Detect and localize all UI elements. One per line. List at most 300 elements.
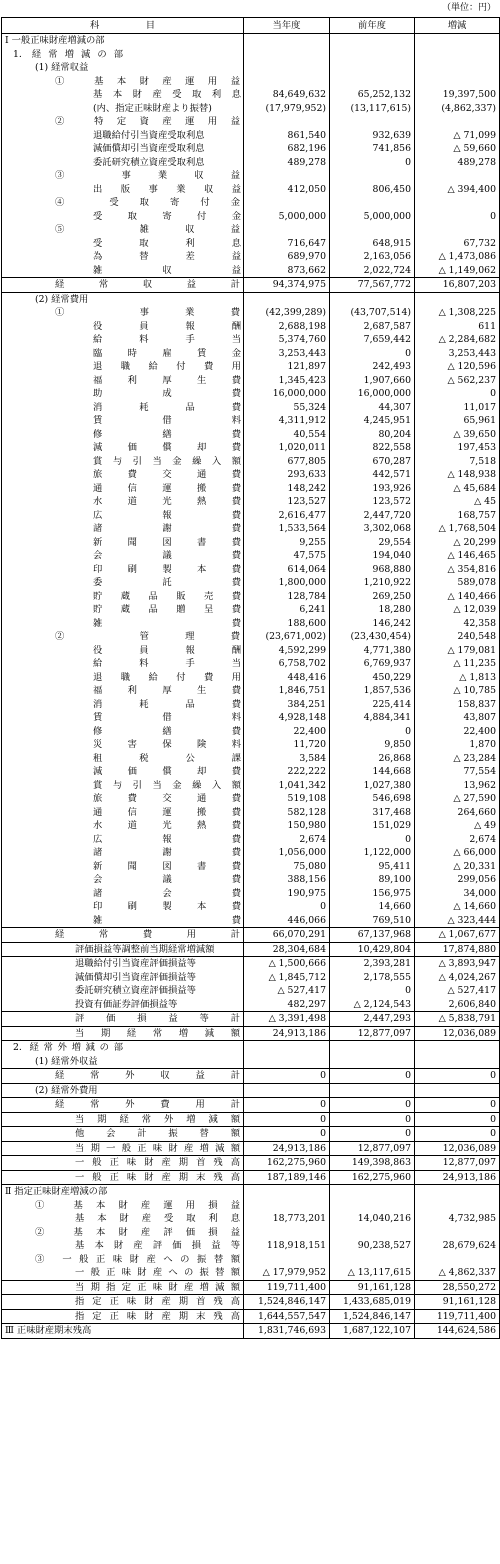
change-value: △ 20,299 [415, 536, 500, 550]
row-label: 退職給付費用 [93, 361, 241, 372]
table-row [2, 1026, 500, 1041]
table-row [2, 306, 500, 320]
row-label-cell [2, 278, 244, 293]
previous-year-value [330, 61, 415, 75]
current-year-value: 9,255 [244, 536, 330, 550]
change-value [415, 169, 500, 183]
row-label: 新聞図書費 [93, 536, 241, 548]
row-label-cell [2, 1083, 244, 1098]
row-label-cell [2, 414, 244, 428]
table-row [2, 1112, 500, 1127]
row-label: 一般正味財産期末残高 [75, 1171, 240, 1183]
row-label-cell [2, 1012, 244, 1027]
current-year-value [244, 1185, 330, 1199]
table-row [2, 1156, 500, 1171]
previous-year-value: 0 [330, 984, 415, 998]
row-label-cell [2, 360, 244, 374]
previous-year-value [330, 169, 415, 183]
row-label: 受取寄付金 [93, 210, 241, 222]
row-label: 為替差益 [93, 251, 241, 262]
previous-year-value: △ 2,124,543 [330, 998, 415, 1012]
previous-year-value: 0 [330, 833, 415, 847]
row-label-cell [2, 549, 244, 563]
table-row [2, 196, 500, 210]
row-label: 減価償却引当資産評価損益等 [75, 971, 196, 983]
table-row [2, 998, 500, 1012]
current-year-value: 190,975 [244, 887, 330, 901]
previous-year-value: 269,250 [330, 590, 415, 604]
row-label: 指定正味財産期末残高 [75, 1310, 240, 1322]
row-label-cell [2, 509, 244, 523]
current-year-value [244, 61, 330, 75]
current-year-value [244, 1041, 330, 1055]
previous-year-value: △ 13,117,615 [330, 1266, 415, 1280]
row-label-cell [2, 223, 244, 237]
table-row [2, 738, 500, 752]
row-label-cell [2, 603, 244, 617]
table-row [2, 576, 500, 590]
change-value [415, 1055, 500, 1069]
current-year-value: 873,662 [244, 264, 330, 278]
change-value: 299,056 [415, 873, 500, 887]
current-year-value: 0 [244, 1127, 330, 1142]
previous-year-value: 1,687,122,107 [330, 1324, 415, 1339]
previous-year-value: 1,122,000 [330, 846, 415, 860]
change-value: △ 4,862,337 [415, 1266, 500, 1280]
row-label-cell [2, 48, 244, 62]
table-row [2, 984, 500, 998]
previous-year-value [330, 1055, 415, 1069]
previous-year-value: 156,975 [330, 887, 415, 901]
table-row [2, 698, 500, 712]
row-label: 当期指定正味財産増減額 [75, 1281, 240, 1293]
current-year-value: 677,805 [244, 455, 330, 469]
table-row [2, 509, 500, 523]
table-row [2, 88, 500, 102]
change-value: △ 66,000 [415, 846, 500, 860]
current-year-value: 482,297 [244, 998, 330, 1012]
previous-year-value: 1,433,685,019 [330, 1295, 415, 1310]
change-value [415, 1199, 500, 1213]
change-value [415, 196, 500, 210]
table-row [2, 536, 500, 550]
row-label: Ⅲ 正味財産期末残高 [5, 1325, 92, 1336]
previous-year-value: 67,137,968 [330, 928, 415, 943]
row-label: 水道光熱費 [93, 496, 241, 507]
table-row [2, 684, 500, 698]
previous-year-value: 741,856 [330, 142, 415, 156]
row-label: 委託研究積立資産評価損益等 [75, 985, 196, 996]
table-row [2, 860, 500, 874]
change-value: △ 120,596 [415, 360, 500, 374]
previous-year-value: 2,178,555 [330, 971, 415, 985]
current-year-value: 47,575 [244, 549, 330, 563]
change-value: △ 148,938 [415, 468, 500, 482]
row-label: ② 特定資産運用益 [55, 116, 240, 127]
change-value: 28,550,272 [415, 1280, 500, 1295]
table-row [2, 671, 500, 685]
table-row [2, 374, 500, 388]
table-row [2, 1185, 500, 1199]
previous-year-value: 89,100 [330, 873, 415, 887]
row-label-cell [2, 115, 244, 129]
current-year-value: 6,758,702 [244, 657, 330, 671]
change-value: 16,807,203 [415, 278, 500, 293]
row-label-cell [2, 169, 244, 183]
table-row [2, 156, 500, 170]
row-label: ⑤ 雑収益 [55, 224, 240, 235]
row-label: 雑費 [93, 914, 241, 926]
row-label-cell [2, 482, 244, 496]
change-value: △ 562,237 [415, 374, 500, 388]
change-value: △ 1,813 [415, 671, 500, 685]
header-current-year: 当年度 [244, 18, 330, 34]
current-year-value: 1,345,423 [244, 374, 330, 388]
current-year-value: 1,524,846,147 [244, 1295, 330, 1310]
row-label-cell [2, 387, 244, 401]
table-row [2, 250, 500, 264]
previous-year-value: 806,450 [330, 183, 415, 197]
table-row [2, 563, 500, 577]
row-label: 会議費 [93, 874, 241, 885]
row-label: ① 基本財産運用益 [55, 75, 240, 87]
row-label-cell [2, 129, 244, 143]
row-label: 消耗品費 [93, 698, 241, 710]
table-row [2, 468, 500, 482]
row-label-cell [2, 860, 244, 874]
table-row [2, 971, 500, 985]
previous-year-value: 2,163,056 [330, 250, 415, 264]
row-label: 評価損益等計 [75, 1013, 240, 1024]
previous-year-value: 0 [330, 1112, 415, 1127]
previous-year-value: 151,029 [330, 819, 415, 833]
change-value: 24,913,186 [415, 1170, 500, 1185]
current-year-value: 40,554 [244, 428, 330, 442]
previous-year-value: 10,429,804 [330, 942, 415, 957]
row-label: 賞与引当金繰入額 [93, 455, 241, 467]
current-year-value: △ 527,417 [244, 984, 330, 998]
row-label: 経常外収益計 [55, 1070, 240, 1081]
current-year-value: 28,304,684 [244, 942, 330, 957]
row-label: 経常収益計 [55, 279, 240, 290]
row-label: 役員報酬 [93, 320, 241, 332]
previous-year-value: 2,022,724 [330, 264, 415, 278]
row-label: 旅費交通費 [93, 469, 241, 480]
current-year-value: 188,600 [244, 617, 330, 631]
row-label-cell [2, 698, 244, 712]
change-value: △ 4,024,267 [415, 971, 500, 985]
row-label-cell [2, 684, 244, 698]
previous-year-value: 6,769,937 [330, 657, 415, 671]
change-value: 11,017 [415, 401, 500, 415]
current-year-value: 1,533,564 [244, 522, 330, 536]
row-label-cell [2, 998, 244, 1012]
previous-year-value [330, 1226, 415, 1240]
previous-year-value [330, 1083, 415, 1098]
previous-year-value: 44,307 [330, 401, 415, 415]
row-label-cell [2, 401, 244, 415]
row-label: ④ 受取寄付金 [55, 197, 240, 208]
row-label-cell [2, 806, 244, 820]
change-value: 34,000 [415, 887, 500, 901]
previous-year-value: 162,275,960 [330, 1170, 415, 1185]
row-label: 指定正味財産期首残高 [75, 1296, 240, 1307]
row-label: 租税公課 [93, 752, 241, 764]
table-row [2, 1012, 500, 1027]
current-year-value [244, 1055, 330, 1069]
row-label: 臨時雇賃金 [93, 347, 241, 359]
current-year-value [244, 115, 330, 129]
change-value: △ 323,444 [415, 914, 500, 928]
current-year-value: 293,633 [244, 468, 330, 482]
current-year-value: 0 [244, 1069, 330, 1084]
change-value: △ 39,650 [415, 428, 500, 442]
table-row [2, 846, 500, 860]
row-label-cell [2, 374, 244, 388]
previous-year-value: 670,287 [330, 455, 415, 469]
row-label-cell [2, 630, 244, 644]
row-label: 減価償却引当資産受取利息 [93, 143, 205, 154]
current-year-value: 861,540 [244, 129, 330, 143]
table-row [2, 333, 500, 347]
change-value: 19,397,500 [415, 88, 500, 102]
current-year-value: 0 [244, 900, 330, 914]
row-label-cell [2, 1026, 244, 1041]
table-row [2, 792, 500, 806]
change-value: △ 5,838,791 [415, 1012, 500, 1027]
current-year-value: 388,156 [244, 873, 330, 887]
row-label-cell [2, 1212, 244, 1226]
previous-year-value: 4,884,341 [330, 711, 415, 725]
current-year-value: 150,980 [244, 819, 330, 833]
current-year-value: 0 [244, 1112, 330, 1127]
row-label: 広報費 [93, 509, 241, 521]
change-value: 0 [415, 1069, 500, 1084]
row-label-cell [2, 1098, 244, 1113]
row-label: 退職給付費用 [93, 671, 241, 683]
row-label: 雑費 [93, 617, 241, 629]
change-value: 240,548 [415, 630, 500, 644]
row-label: 印刷製本費 [93, 563, 241, 575]
previous-year-value [330, 75, 415, 89]
current-year-value [244, 1199, 330, 1213]
previous-year-value: 14,660 [330, 900, 415, 914]
previous-year-value: 0 [330, 725, 415, 739]
row-label-cell [2, 957, 244, 971]
row-label: 基本財産受取利息 [93, 89, 241, 100]
table-row [2, 1055, 500, 1069]
table-row [2, 428, 500, 442]
change-value: △ 2,284,682 [415, 333, 500, 347]
change-value: 144,624,586 [415, 1324, 500, 1339]
row-label-cell [2, 1280, 244, 1295]
row-label: 旅費交通費 [93, 793, 241, 804]
previous-year-value: 193,926 [330, 482, 415, 496]
change-value: △ 10,785 [415, 684, 500, 698]
row-label-cell [2, 900, 244, 914]
table-row [2, 779, 500, 793]
current-year-value: 6,241 [244, 603, 330, 617]
previous-year-value: 12,877,097 [330, 1141, 415, 1156]
row-label: (1) 経常外収益 [35, 1055, 98, 1067]
row-label: 経常外費用計 [55, 1099, 240, 1110]
row-label-cell [2, 738, 244, 752]
change-value: 4,732,985 [415, 1212, 500, 1226]
current-year-value: 5,000,000 [244, 210, 330, 224]
table-row [2, 482, 500, 496]
row-label-cell [2, 779, 244, 793]
previous-year-value: 1,027,380 [330, 779, 415, 793]
row-label: 退職給付引当資産評価損益等 [75, 958, 196, 969]
row-label-cell [2, 765, 244, 779]
previous-year-value: 144,668 [330, 765, 415, 779]
previous-year-value: 4,771,380 [330, 644, 415, 658]
change-value: △ 27,590 [415, 792, 500, 806]
current-year-value: 84,649,632 [244, 88, 330, 102]
row-label: 賞与引当金繰入額 [93, 779, 241, 791]
previous-year-value: 80,204 [330, 428, 415, 442]
row-label-cell [2, 428, 244, 442]
previous-year-value: 769,510 [330, 914, 415, 928]
table-row [2, 441, 500, 455]
table-row [2, 414, 500, 428]
current-year-value [244, 292, 330, 306]
current-year-value: 3,253,443 [244, 347, 330, 361]
current-year-value: 75,080 [244, 860, 330, 874]
change-value: 489,278 [415, 156, 500, 170]
previous-year-value: 1,210,922 [330, 576, 415, 590]
row-label-cell [2, 250, 244, 264]
current-year-value: 519,108 [244, 792, 330, 806]
table-header [2, 18, 500, 34]
row-label: 当期経常外増減額 [75, 1113, 240, 1125]
previous-year-value: 0 [330, 156, 415, 170]
current-year-value: 11,720 [244, 738, 330, 752]
previous-year-value: 0 [330, 1069, 415, 1084]
current-year-value: 448,416 [244, 671, 330, 685]
row-label-cell [2, 1226, 244, 1240]
row-label-cell [2, 183, 244, 197]
change-value: △ 23,284 [415, 752, 500, 766]
current-year-value [244, 223, 330, 237]
change-value: 0 [415, 210, 500, 224]
current-year-value: 22,400 [244, 725, 330, 739]
change-value: 0 [415, 387, 500, 401]
previous-year-value: 317,468 [330, 806, 415, 820]
change-value: 611 [415, 320, 500, 334]
table-row [2, 61, 500, 75]
previous-year-value: 26,868 [330, 752, 415, 766]
change-value [415, 1226, 500, 1240]
row-label-cell [2, 1041, 244, 1055]
net-assets-statement-table [1, 17, 500, 1339]
table-row [2, 522, 500, 536]
current-year-value: 2,616,477 [244, 509, 330, 523]
previous-year-value: 2,447,720 [330, 509, 415, 523]
table-row [2, 873, 500, 887]
row-label-cell [2, 887, 244, 901]
change-value: 12,877,097 [415, 1156, 500, 1171]
current-year-value: 582,128 [244, 806, 330, 820]
previous-year-value: 123,572 [330, 495, 415, 509]
change-value: △ 179,081 [415, 644, 500, 658]
previous-year-value: 225,414 [330, 698, 415, 712]
row-label: 通信運搬費 [93, 482, 241, 494]
change-value: 2,674 [415, 833, 500, 847]
change-value: 1,870 [415, 738, 500, 752]
row-label-cell [2, 792, 244, 806]
row-label: 新聞図書費 [93, 860, 241, 872]
change-value [415, 1083, 500, 1098]
current-year-value: 162,275,960 [244, 1156, 330, 1171]
previous-year-value: 822,558 [330, 441, 415, 455]
row-label: (1) 経常収益 [35, 62, 89, 73]
previous-year-value: 91,161,128 [330, 1280, 415, 1295]
row-label-cell [2, 590, 244, 604]
previous-year-value: 90,238,527 [330, 1239, 415, 1253]
row-label: 諸会費 [93, 887, 241, 899]
change-value [415, 223, 500, 237]
previous-year-value: 146,242 [330, 617, 415, 631]
current-year-value: 128,784 [244, 590, 330, 604]
change-value: △ 140,466 [415, 590, 500, 604]
change-value: △ 1,768,504 [415, 522, 500, 536]
row-label-cell [2, 1112, 244, 1127]
table-row [2, 102, 500, 116]
current-year-value [244, 34, 330, 48]
previous-year-value: 7,659,442 [330, 333, 415, 347]
previous-year-value: 29,554 [330, 536, 415, 550]
change-value: (4,862,337) [415, 102, 500, 116]
row-label-cell [2, 1253, 244, 1267]
row-label: 貯蔵品販売費 [93, 590, 241, 602]
row-label: 一般正味財産期首残高 [75, 1157, 240, 1168]
change-value [415, 48, 500, 62]
table-row [2, 48, 500, 62]
previous-year-value: 1,857,536 [330, 684, 415, 698]
change-value [415, 1185, 500, 1199]
current-year-value: 121,897 [244, 360, 330, 374]
table-row [2, 223, 500, 237]
row-label: 減価償却費 [93, 766, 241, 777]
current-year-value [244, 1083, 330, 1098]
row-label-cell [2, 292, 244, 306]
row-label: ② 管理費 [55, 631, 240, 642]
previous-year-value: 4,245,951 [330, 414, 415, 428]
current-year-value: △ 1,500,666 [244, 957, 330, 971]
row-label-cell [2, 1239, 244, 1253]
previous-year-value: 1,907,660 [330, 374, 415, 388]
change-value: 3,253,443 [415, 347, 500, 361]
table-row [2, 1127, 500, 1142]
current-year-value: 66,070,291 [244, 928, 330, 943]
header-item: 科 目 [2, 18, 244, 34]
row-label-cell [2, 846, 244, 860]
previous-year-value [330, 292, 415, 306]
table-row [2, 942, 500, 957]
previous-year-value [330, 1041, 415, 1055]
change-value: △ 20,331 [415, 860, 500, 874]
table-row [2, 1170, 500, 1185]
table-body [2, 34, 500, 1339]
row-label-cell [2, 725, 244, 739]
row-label-cell [2, 819, 244, 833]
row-label: 通信運搬費 [93, 806, 241, 818]
row-label: 出版事業収益 [93, 183, 241, 195]
previous-year-value: 0 [330, 1127, 415, 1142]
previous-year-value: 968,880 [330, 563, 415, 577]
row-label: 基本財産受取利息 [75, 1213, 240, 1224]
